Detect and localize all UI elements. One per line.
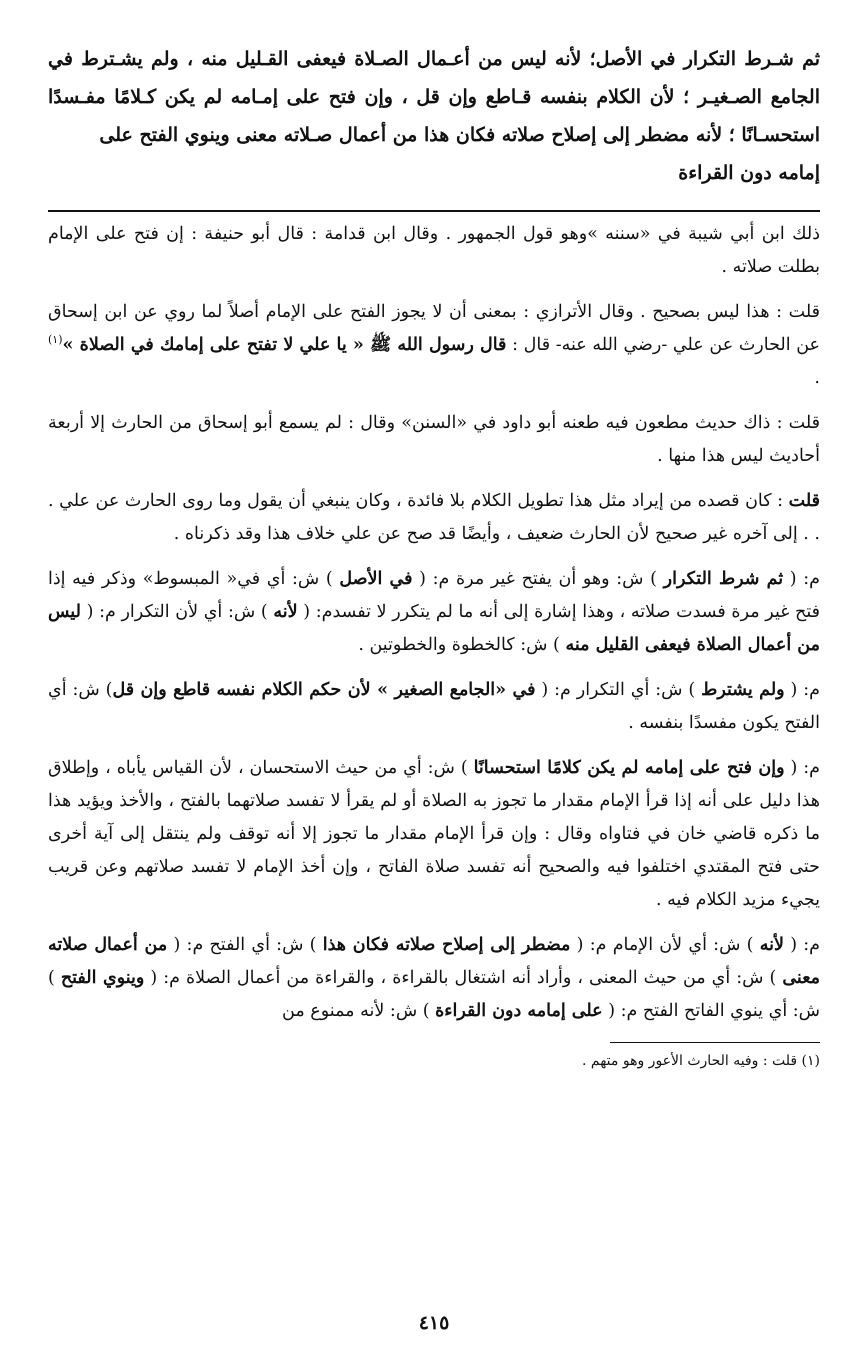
- matn-quote: ثم شرط التكرار: [663, 569, 784, 589]
- paragraph-text: ) ش: أي من حيث الاستحسان ، لأن القياس يأباه ، وإطلاق هذا دليل على أنه إذا قرأ الإمام مقدار ما تجوز به الصلاة أو لم يقرأ لا تفسد صلاتهما بالفتح ، والأخذ ويؤيد هذا ما ذكره قاضي خان في فتاواه وقال : وإن قرأ الإمام مقدار ما تجوز إلا أنه توقف ولم ينتقل إلى آية أخرى حتى فتح المقتدي اختلفوا فيه والصحيح أنه تفسد صلاة الفاتح ، وإن أخذ الإمام لا تفسد صلاتهم وعن قريب يجيء مزيد الكلام فيه .: [48, 758, 820, 910]
- page-number: ٤١٥: [418, 1312, 450, 1334]
- matn-quote: في الأصل: [339, 569, 413, 589]
- paragraph-text: ) ش: أي لأن الإمام م: (: [570, 935, 760, 955]
- paragraph-text: ) ش: أي الفتح يكون مفسدًا بنفسه .: [48, 680, 820, 733]
- matn-quote: ليس من أعمال الصلاة فيعفى القليل منه: [48, 602, 820, 655]
- paragraph-text: قلت : هذا ليس بصحيح . وقال الأترازي : بمعنى أن لا يجوز الفتح على الإمام أصلاً لما روي عن ابن إسحاق عن الحارث عن علي -رضي الله عنه- قال :: [48, 302, 820, 355]
- paragraph-text: .: [814, 368, 820, 388]
- matn-quote: في «الجامع الصغير » لأن حكم الكلام نفسه قاطع وإن قل: [112, 680, 536, 700]
- commentary-paragraph-3: قلت : ذاك حديث مطعون فيه طعنه أبو داود في «السنن» وقال : لم يسمع أبو إسحاق من الحارث إلا أربعة أحاديث ليس هذا منها .: [48, 413, 820, 466]
- paragraph-text: م: (: [784, 680, 820, 700]
- paragraph-text: ) ش: أي الفتح م: (: [167, 935, 323, 955]
- commentary-paragraph-1: ذلك ابن أبي شيبة في «سننه »وهو قول الجمهور . وقال ابن قدامة : قال أبو حنيفة : إن فتح على الإمام بطلت صلاته .: [48, 224, 820, 277]
- hadith-quote: قال رسول الله ﷺ « يا علي لا تفتح على إمامك في الصلاة »: [62, 335, 507, 355]
- matn-quote: مضطر إلى إصلاح صلاته فكان هذا: [322, 935, 571, 955]
- footnote-divider: [610, 1042, 820, 1043]
- paragraph-text: ) ش: وهو أن يفتح غير مرة م: (: [412, 569, 664, 589]
- matn-quote: على إمامه دون القراءة: [435, 1001, 603, 1021]
- main-text-divider: [48, 210, 820, 212]
- footnote: (١) قلت : وفيه الحارث الأعور وهو متهم .: [582, 1053, 820, 1069]
- main-text: [48, 40, 820, 192]
- matn-quote: لأنه: [273, 602, 298, 622]
- commentary-paragraph-8: [48, 929, 820, 1028]
- paragraph-text: ) ش: أي التكرار م: (: [535, 680, 702, 700]
- matn-quote: وينوي الفتح: [60, 968, 145, 988]
- matn-quote: لأنه: [759, 935, 784, 955]
- paragraph-text: ) ش: أي ينوي الفاتح الفتح م: (: [48, 968, 820, 1021]
- paragraph-text: ) ش: لأنه ممنوع من: [282, 1001, 436, 1021]
- matn-quote: وإن فتح على إمامه لم يكن كلامًا استحسانًا: [473, 758, 785, 778]
- commentary: [48, 218, 820, 1028]
- commentary-paragraph-7: [48, 752, 820, 917]
- paragraph-text: م: (: [783, 569, 821, 589]
- main-text-last-line: إمامه دون القراءة: [678, 162, 820, 184]
- commentary-paragraph-4: [48, 485, 820, 551]
- paragraph-text: ) ش: أي لأن التكرار م: (: [80, 602, 274, 622]
- matn-quote: من أعمال صلاته معنى: [48, 935, 821, 988]
- footnote-reference: (١): [48, 333, 63, 347]
- commentary-paragraph-6: [48, 674, 820, 740]
- bold-term: قلت: [788, 491, 820, 511]
- matn-quote: ولم يشترط: [701, 680, 785, 700]
- paragraph-text: : كان قصده من إيراد مثل هذا تطويل الكلام بلا فائدة ، وكان ينبغي أن يقول وما روى الحارث عن علي . . . إلى آخره غير صحيح لأن الحارث ضعيف ، وأيضًا قد صح عن علي خلاف هذا وقد ذكرناه .: [48, 491, 820, 544]
- commentary-paragraph-5: [48, 563, 820, 662]
- paragraph-text: م: (: [783, 935, 820, 955]
- paragraph-text: ) ش: أي من حيث المعنى ، وأراد أنه اشتغال بالقراءة ، والقراءة من أعمال الصلاة م: (: [144, 968, 783, 988]
- main-text-body: ثم شـرط التكرار في الأصل؛ لأنه ليس من أعـمال الصـلاة فيعفى القـليل منه ، ولم يشـترط في الجامع الصـغيـر ؛ لأن الكلام بنفسه قـاطع وإن قل ، وإن فتح على إمـامه لم يكن كـلامًا مفـسدًا استحسـانًا ؛ لأنه مضطر إلى إصلاح صلاته فكان هذا من أعمال صـلاته معنى وينوي الفتح على: [48, 48, 820, 146]
- paragraph-text: ) ش: كالخطوة والخطوتين .: [358, 635, 566, 655]
- commentary-paragraph-2: [48, 296, 820, 395]
- paragraph-text: م: (: [784, 758, 821, 778]
- paragraph-text: ) ش: أي في« المبسوط» وذكر فيه إذا فتح غير مرة فسدت صلاته ، وهذا إشارة إلى أنه ما لم يتكرر لا تفسدم: (: [48, 569, 820, 622]
